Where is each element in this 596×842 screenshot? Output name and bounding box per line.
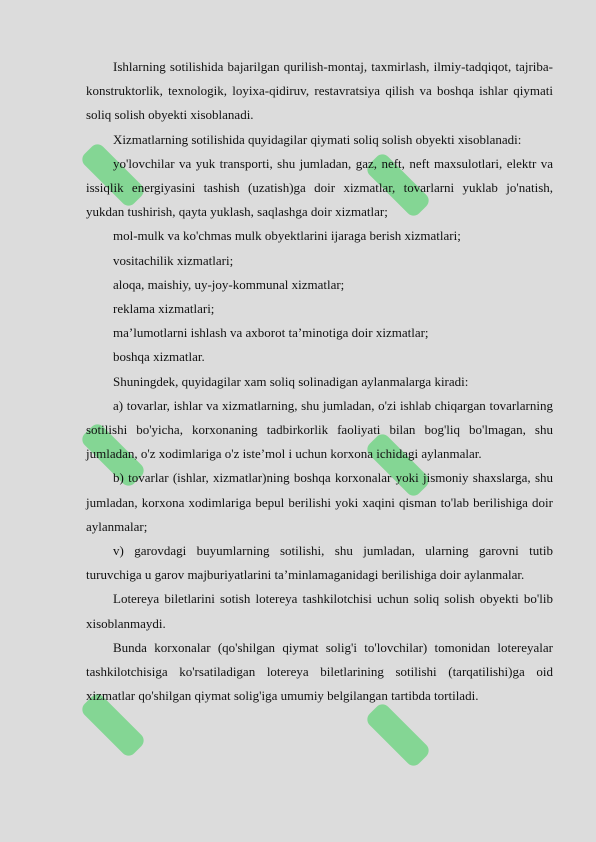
paragraph: yo'lovchilar va yuk transporti, shu jumladan, gaz, neft, neft maxsulotlari, elektr va issiqlik energiyasini tashish (uzatish)ga doir xizmatlar, tovarlarni yuklab jo'natish, yukdan tushirish, qayta yuklash, saqlashga doir xizmatlar; [86, 155, 553, 220]
paragraph: b) tovarlar (ishlar, xizmatlar)ning boshqa korxonalar yoki jismoniy shaxslarga, shu jumladan, korxona xodimlariga bepul berilishi yoki xaqini qisman to'lab berilishiga doir aylanmalar; [86, 470, 553, 534]
paragraph: aloqa, maishiy, uy-joy-kommunal xizmatlar; [113, 276, 345, 292]
paragraph: a) tovarlar, ishlar va xizmatlarning, shu jumladan, o'zi ishlab chiqargan tovarlarning sotilishi bo'yicha, korxonaning tadbirkorlik faoliyati bilan bog'liq bo'lmagan, shu jumladan, o'z xodimlariga o'z iste’mol i uchun korxona ichidagi aylanmalar. [86, 397, 553, 462]
paragraph: Shuningdek, quyidagilar xam soliq solinadigan aylanmalarga kiradi: [113, 373, 469, 389]
paragraph: Xizmatlarning sotilishida quyidagilar qiymati soliq solish obyekti xisoblanadi: [113, 131, 522, 147]
watermark-mark [364, 701, 432, 769]
paragraph: reklama xizmatlari; [113, 301, 215, 317]
paragraph: mol-mulk va ko'chmas mulk obyektlarini ijaraga berish xizmatlari; [113, 228, 461, 244]
paragraph: ma’lumotlarni ishlash va axborot ta’minotiga doir xizmatlar; [113, 325, 429, 341]
paragraph: boshqa xizmatlar. [113, 349, 205, 365]
paragraph: v) garovdagi buyumlarning sotilishi, shu jumladan, ularning garovni tutib turuvchiga u garov majburiyatlarini ta’minlamaganidagi berilishiga doir aylanmalar. [86, 543, 553, 583]
paragraph: Bunda korxonalar (qo'shilgan qiymat solig'i to'lovchilar) tomonidan lotereyalar tashkilotchisiga ko'rsatiladigan lotereya biletlarining sotilishi (tarqatilishi)ga oid xizmatlar qo'shilgan qiymat solig'iga umumiy belgilangan tartibda tortiladi. [86, 639, 553, 704]
paragraph: Ishlarning sotilishida bajarilgan qurilish-montaj, taxmirlash, ilmiy-tadqiqot, tajriba-konstruktorlik, texnologik, loyixa-qidiruv, restavratsiya qilish va boshqa ishlar qiymati soliq solish obyekti xisoblanadi. [86, 59, 553, 123]
document-body [86, 55, 553, 708]
paragraph: vositachilik xizmatlari; [113, 252, 234, 268]
paragraph: Lotereya biletlarini sotish lotereya tashkilotchisi uchun soliq solish obyekti bo'lib xisoblanmaydi. [86, 591, 553, 631]
